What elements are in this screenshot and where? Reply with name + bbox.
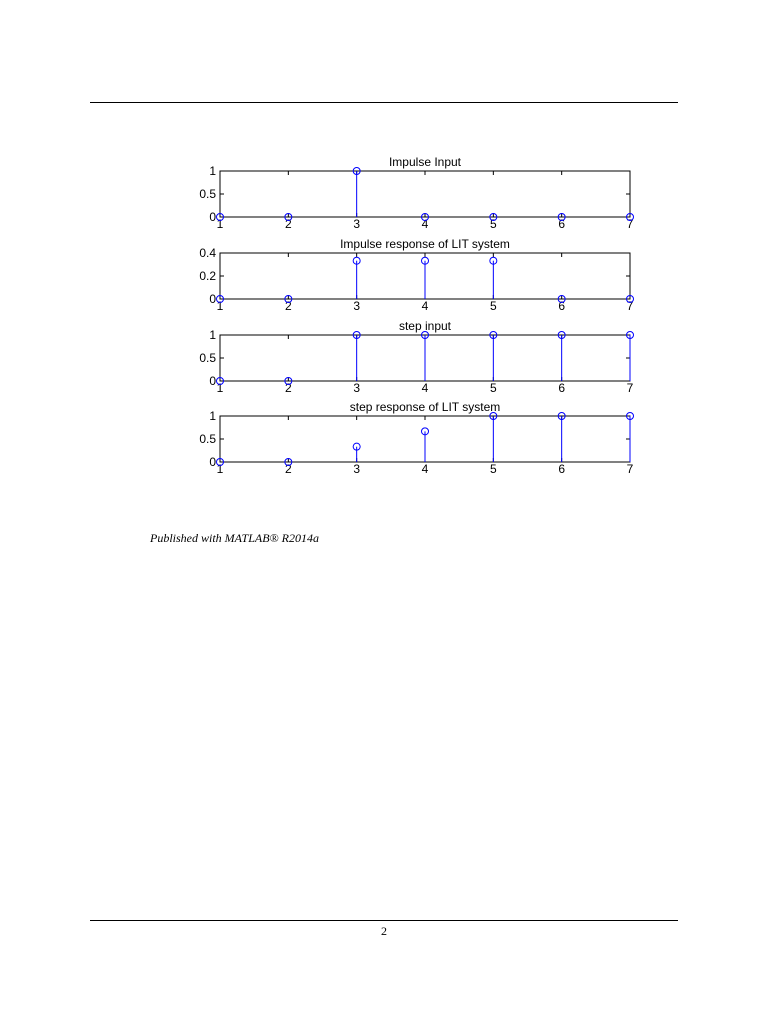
plot-3-title: step input <box>398 319 452 333</box>
plot-1-xtick-label: 3 <box>353 217 361 231</box>
plot-2-xtick-label: 7 <box>626 299 634 313</box>
plot-4-xtick-label: 5 <box>489 462 497 476</box>
plot-2-ytick-label: 0 <box>209 292 216 306</box>
published-note: Published with MATLAB® R2014a <box>150 531 320 545</box>
plot-4-title: step response of LIT system <box>349 400 501 414</box>
plot-1-xtick-label: 1 <box>216 217 224 231</box>
plot-4-ytick-label: 1 <box>209 409 216 423</box>
plot-1-xtick-label: 6 <box>558 217 566 231</box>
plot-1-xtick-label: 5 <box>489 217 497 231</box>
plot-1-ytick-label: 1 <box>209 164 216 178</box>
plot-4-xtick-label: 1 <box>216 462 224 476</box>
plot-4-ytick-label: 0 <box>209 455 216 469</box>
plot-3-ytick-label: 0.5 <box>199 351 216 365</box>
footer-rule <box>90 920 678 921</box>
plot-3-xtick-label: 3 <box>353 381 361 395</box>
plot-2-xtick-label: 3 <box>353 299 361 313</box>
page-number: 2 <box>381 924 387 938</box>
plot-1-axes-box <box>220 171 630 217</box>
plot-2-xtick-label: 6 <box>558 299 566 313</box>
plot-1-ytick-label: 0.5 <box>199 187 216 201</box>
plot-2-ytick-label: 0.4 <box>199 246 216 260</box>
plot-3-xtick-label: 4 <box>421 381 429 395</box>
plot-2-ytick-label: 0.2 <box>199 269 216 283</box>
plot-2-title: Impulse response of LIT system <box>340 237 510 251</box>
plot-4-xtick-label: 7 <box>626 462 634 476</box>
plot-4-xtick-label: 3 <box>353 462 361 476</box>
plot-3-xtick-label: 2 <box>284 381 292 395</box>
plot-1-xtick-label: 4 <box>421 217 429 231</box>
plot-4-xtick-label: 4 <box>421 462 429 476</box>
plot-2-xtick-label: 1 <box>216 299 224 313</box>
plot-2-xtick-label: 4 <box>421 299 429 313</box>
plot-4-ytick-label: 0.5 <box>199 432 216 446</box>
plot-3-xtick-label: 5 <box>489 381 497 395</box>
plot-2-xtick-label: 2 <box>284 299 292 313</box>
plot-3-xtick-label: 1 <box>216 381 224 395</box>
plot-3-ytick-label: 0 <box>209 374 216 388</box>
plot-3-ytick-label: 1 <box>209 328 216 342</box>
plot-1-title: Impulse Input <box>388 155 462 169</box>
plot-1-xtick-label: 7 <box>626 217 634 231</box>
plot-3-xtick-label: 6 <box>558 381 566 395</box>
plot-1-xtick-label: 2 <box>284 217 292 231</box>
plot-4-xtick-label: 2 <box>284 462 292 476</box>
plot-4-xtick-label: 6 <box>558 462 566 476</box>
plot-1-ytick-label: 0 <box>209 210 216 224</box>
plot-2-xtick-label: 5 <box>489 299 497 313</box>
plot-3-xtick-label: 7 <box>626 381 634 395</box>
